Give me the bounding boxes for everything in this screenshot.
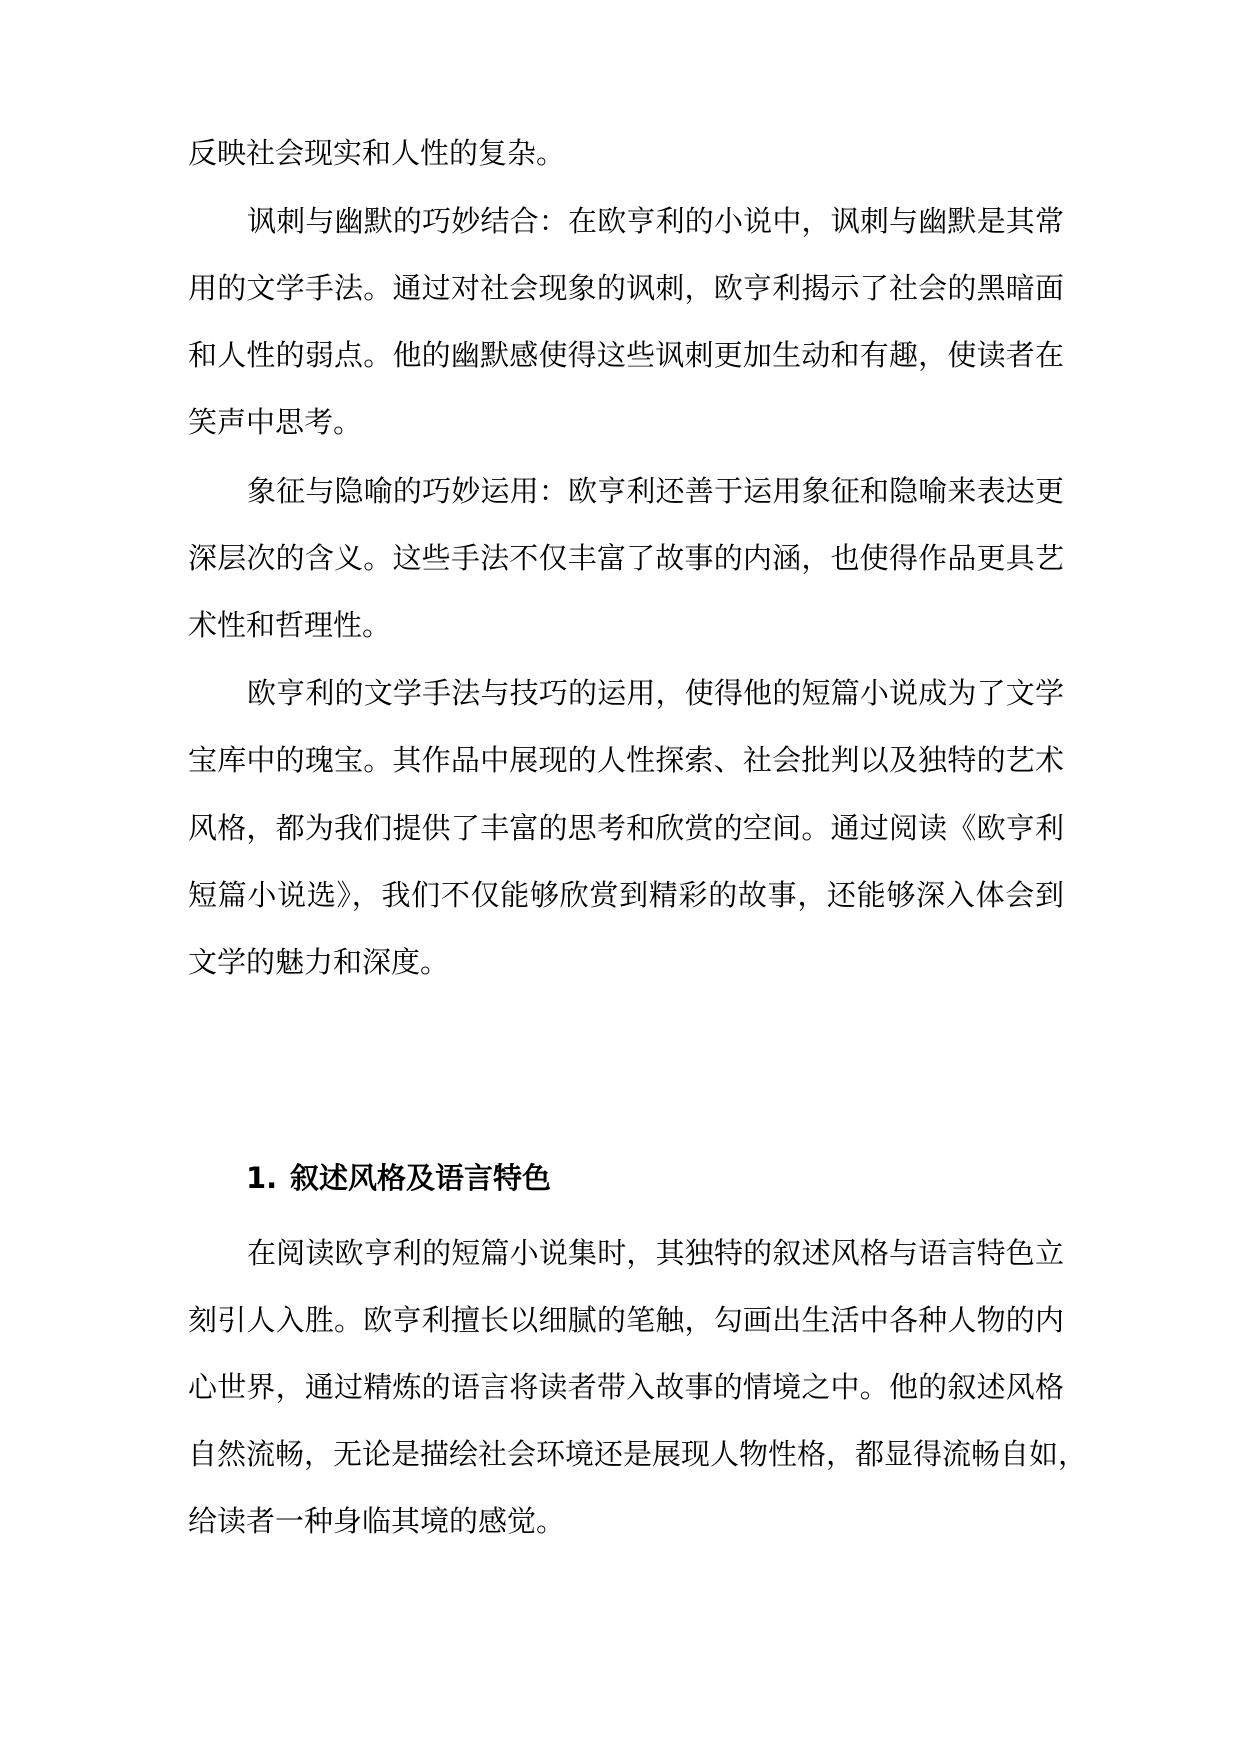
- paragraph-line: 用的文学手法。通过对社会现象的讽刺，欧亨利揭示了社会的黑暗面: [188, 271, 1064, 305]
- paragraph-line: 文学的魅力和深度。: [188, 945, 450, 979]
- paragraph-line: 术性和哲理性。: [188, 608, 392, 642]
- section-number: 1.: [246, 1161, 278, 1195]
- paragraph-line: 讽刺与幽默的巧妙结合：在欧亨利的小说中，讽刺与幽默是其常: [247, 204, 1064, 238]
- paragraph-line: 和人性的弱点。他的幽默感使得这些讽刺更加生动和有趣，使读者在: [188, 338, 1064, 372]
- paragraph-line: 反映社会现实和人性的复杂。: [188, 136, 566, 170]
- paragraph-line: 欧亨利的文学手法与技巧的运用，使得他的短篇小说成为了文学: [247, 676, 1064, 710]
- paragraph-line: 刻引人入胜。欧亨利擅长以细腻的笔触，勾画出生活中各种人物的内: [188, 1303, 1064, 1337]
- paragraph-line: 在阅读欧亨利的短篇小说集时，其独特的叙述风格与语言特色立: [247, 1236, 1064, 1270]
- paragraph-line: 给读者一种身临其境的感觉。: [188, 1504, 566, 1538]
- paragraph-line: 象征与隐喻的巧妙运用：欧亨利还善于运用象征和隐喻来表达更: [247, 474, 1064, 508]
- section-heading: [246, 1158, 551, 1198]
- paragraph-line: 宝库中的瑰宝。其作品中展现的人性探索、社会批判以及独特的艺术: [188, 743, 1064, 777]
- paragraph-line: 风格，都为我们提供了丰富的思考和欣赏的空间。通过阅读《欧亨利: [188, 811, 1064, 845]
- paragraph-line: 自然流畅，无论是描绘社会环境还是展现人物性格，都显得流畅自如，: [188, 1437, 1088, 1471]
- paragraph-line: 笑声中思考。: [188, 405, 363, 439]
- paragraph-line: 短篇小说选》，我们不仅能够欣赏到精彩的故事，还能够深入体会到: [188, 878, 1064, 912]
- section-title: 叙述风格及语言特色: [290, 1161, 552, 1195]
- paragraph-line: 深层次的含义。这些手法不仅丰富了故事的内涵，也使得作品更具艺: [188, 541, 1064, 575]
- paragraph-line: 心世界，通过精炼的语言将读者带入故事的情境之中。他的叙述风格: [188, 1370, 1064, 1404]
